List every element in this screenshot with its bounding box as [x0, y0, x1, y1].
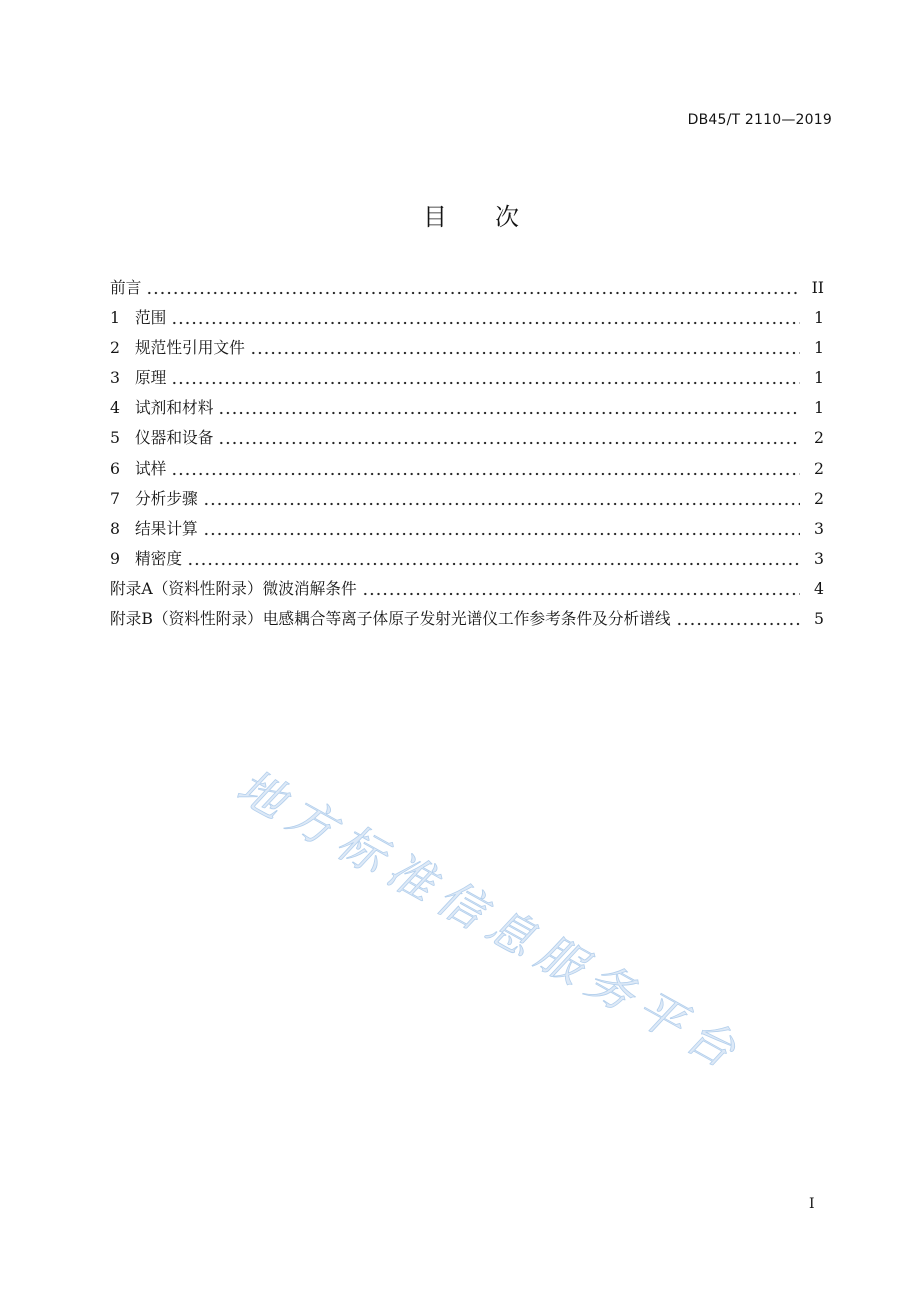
toc-entry: [110, 454, 824, 484]
toc-leader-dots: [203, 514, 800, 544]
toc-entry-number: 4: [110, 398, 120, 418]
toc-entry-title: 试样: [135, 458, 167, 478]
toc-entry-page-number: 3: [814, 548, 824, 568]
toc-entry: [110, 303, 824, 333]
toc-entry-title: 前言: [110, 278, 142, 297]
page-folio: I: [809, 1196, 815, 1212]
toc-entry-title: 仪器和设备: [135, 428, 214, 448]
toc-entry-page-number: 1: [814, 368, 824, 388]
toc-entry: [110, 574, 824, 604]
toc-title: 目 次: [423, 203, 519, 231]
toc-entry-number: 2: [110, 338, 120, 358]
toc-entry-title: 附录B（资料性附录）电感耦合等离子体原子发射光谱仪工作参考条件及分析谱线: [110, 609, 671, 629]
toc-entry-page-number: 1: [814, 338, 824, 358]
toc-leader-dots: [676, 604, 800, 634]
toc-entry: [110, 273, 824, 303]
toc-leader-dots: [171, 363, 800, 393]
toc-leader-dots: [203, 484, 800, 514]
toc-entry: [110, 363, 824, 393]
watermark: 地方标准信息服务平台: [228, 758, 754, 1083]
toc-entry-page-number: 1: [814, 308, 824, 328]
document-code: DB45/T 2110—2019: [687, 112, 832, 128]
toc-entry-page-number: 5: [814, 609, 824, 629]
toc-entry-number: 8: [110, 518, 120, 538]
toc-entry-title: 范围: [135, 308, 167, 328]
toc-entry-title: 试剂和材料: [135, 398, 214, 418]
toc-entry-title: 附录A（资料性附录）微波消解条件: [110, 578, 357, 598]
toc-entry-page-number: 2: [814, 488, 824, 508]
toc-entry: [110, 604, 824, 634]
toc-entry-title: 规范性引用文件: [135, 338, 245, 358]
toc-entry-page-number: 2: [814, 458, 824, 478]
toc-entry: [110, 423, 824, 453]
toc-leader-dots: [171, 303, 800, 333]
toc-entry-page-number: 2: [814, 428, 824, 448]
toc-entry-number: 5: [110, 428, 120, 448]
toc-leader-dots: [250, 333, 800, 363]
toc-leader-dots: [171, 454, 800, 484]
toc-list: [110, 273, 824, 634]
toc-entry-number: 1: [110, 308, 120, 328]
toc-entry: [110, 333, 824, 363]
toc-entry: [110, 484, 824, 514]
toc-entry-number: 9: [110, 548, 120, 568]
toc-entry: [110, 514, 824, 544]
toc-entry-number: 6: [110, 458, 120, 478]
toc-leader-dots: [187, 544, 800, 574]
toc-entry-page-number: 1: [814, 398, 824, 418]
toc-entry-number: 7: [110, 488, 120, 508]
toc-entry: [110, 544, 824, 574]
toc-entry-page-number: II: [811, 278, 824, 297]
toc-entry: [110, 393, 824, 423]
toc-entry-title: 分析步骤: [135, 488, 198, 508]
toc-entry-page-number: 3: [814, 518, 824, 538]
toc-leader-dots: [218, 423, 800, 453]
toc-leader-dots: [362, 574, 800, 604]
toc-entry-title: 原理: [135, 368, 167, 388]
toc-leader-dots: [218, 393, 800, 423]
toc-entry-number: 3: [110, 368, 120, 388]
toc-leader-dots: [146, 273, 800, 303]
toc-entry-title: 结果计算: [135, 518, 198, 538]
toc-entry-title: 精密度: [135, 548, 183, 568]
toc-entry-page-number: 4: [814, 578, 824, 598]
